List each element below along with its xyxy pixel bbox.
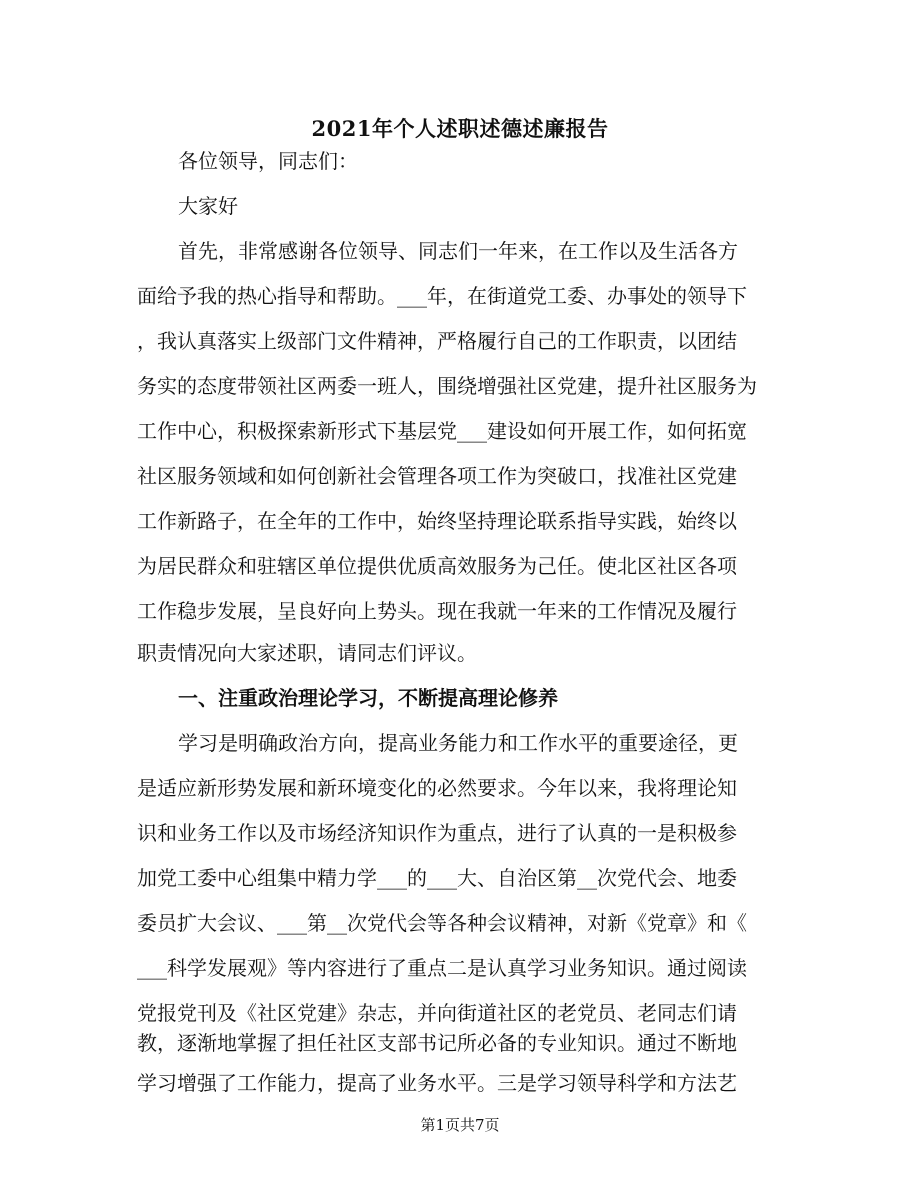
paragraph-line: 务实的态度带领社区两委一班人，围绕增强社区党建，提升社区服务为 (137, 374, 757, 398)
paragraph-line: 工作新路子，在全年的工作中，始终坚持理论联系指导实践，始终以 (137, 509, 737, 533)
paragraph-line: ，我认真落实上级部门文件精神，严格履行自己的工作职责，以团结 (137, 329, 737, 353)
paragraph-line: 工作中心，积极探索新形式下基层党___建设如何开展工作，如何拓宽 (137, 419, 747, 443)
paragraph-line: 学习是明确政治方向，提高业务能力和工作水平的重要途径，更 (178, 731, 738, 755)
paragraph-line: 首先，非常感谢各位领导、同志们一年来，在工作以及生活各方 (178, 239, 738, 263)
paragraph-line: 职责情况向大家述职，请同志们评议。 (137, 641, 477, 665)
paragraph-line: 社区服务领域和如何创新社会管理各项工作为突破口，找准社区党建 (137, 464, 737, 488)
page-title: 2021年个人述职述德述廉报告 (311, 116, 609, 141)
paragraph-line: 委员扩大会议、___第__次党代会等各种会议精神，对新《党章》和《 (137, 911, 747, 935)
paragraph-line: 工作稳步发展，呈良好向上势头。现在我就一年来的工作情况及履行 (137, 599, 737, 623)
page-footer: 第1页共7页 (420, 1116, 500, 1134)
paragraph-line: 面给予我的热心指导和帮助。___年，在街道党工委、办事处的领导下 (137, 284, 747, 308)
paragraph-line: 是适应新形势发展和新环境变化的必然要求。今年以来，我将理论知 (137, 776, 737, 800)
section-heading: 一、注重政治理论学习，不断提高理论修养 (178, 686, 558, 710)
paragraph-line: 教，逐渐地掌握了担任社区支部书记所必备的专业知识。通过不断地 (137, 1031, 737, 1055)
greeting: 大家好 (178, 194, 238, 218)
paragraph-line: 加党工委中心组集中精力学___的___大、自治区第__次党代会、地委 (137, 866, 737, 890)
paragraph-line: ___科学发展观》等内容进行了重点二是认真学习业务知识。通过阅读 (137, 956, 747, 980)
paragraph-line: 学习增强了工作能力，提高了业务水平。三是学习领导科学和方法艺 (137, 1071, 737, 1095)
paragraph-line: 党报党刊及《社区党建》杂志，并向街道社区的老党员、老同志们请 (137, 1001, 737, 1025)
paragraph-line: 识和业务工作以及市场经济知识作为重点，进行了认真的一是积极参 (137, 821, 737, 845)
salutation: 各位领导，同志们： (178, 149, 358, 173)
paragraph-line: 为居民群众和驻辖区单位提供优质高效服务为己任。使北区社区各项 (137, 554, 737, 578)
